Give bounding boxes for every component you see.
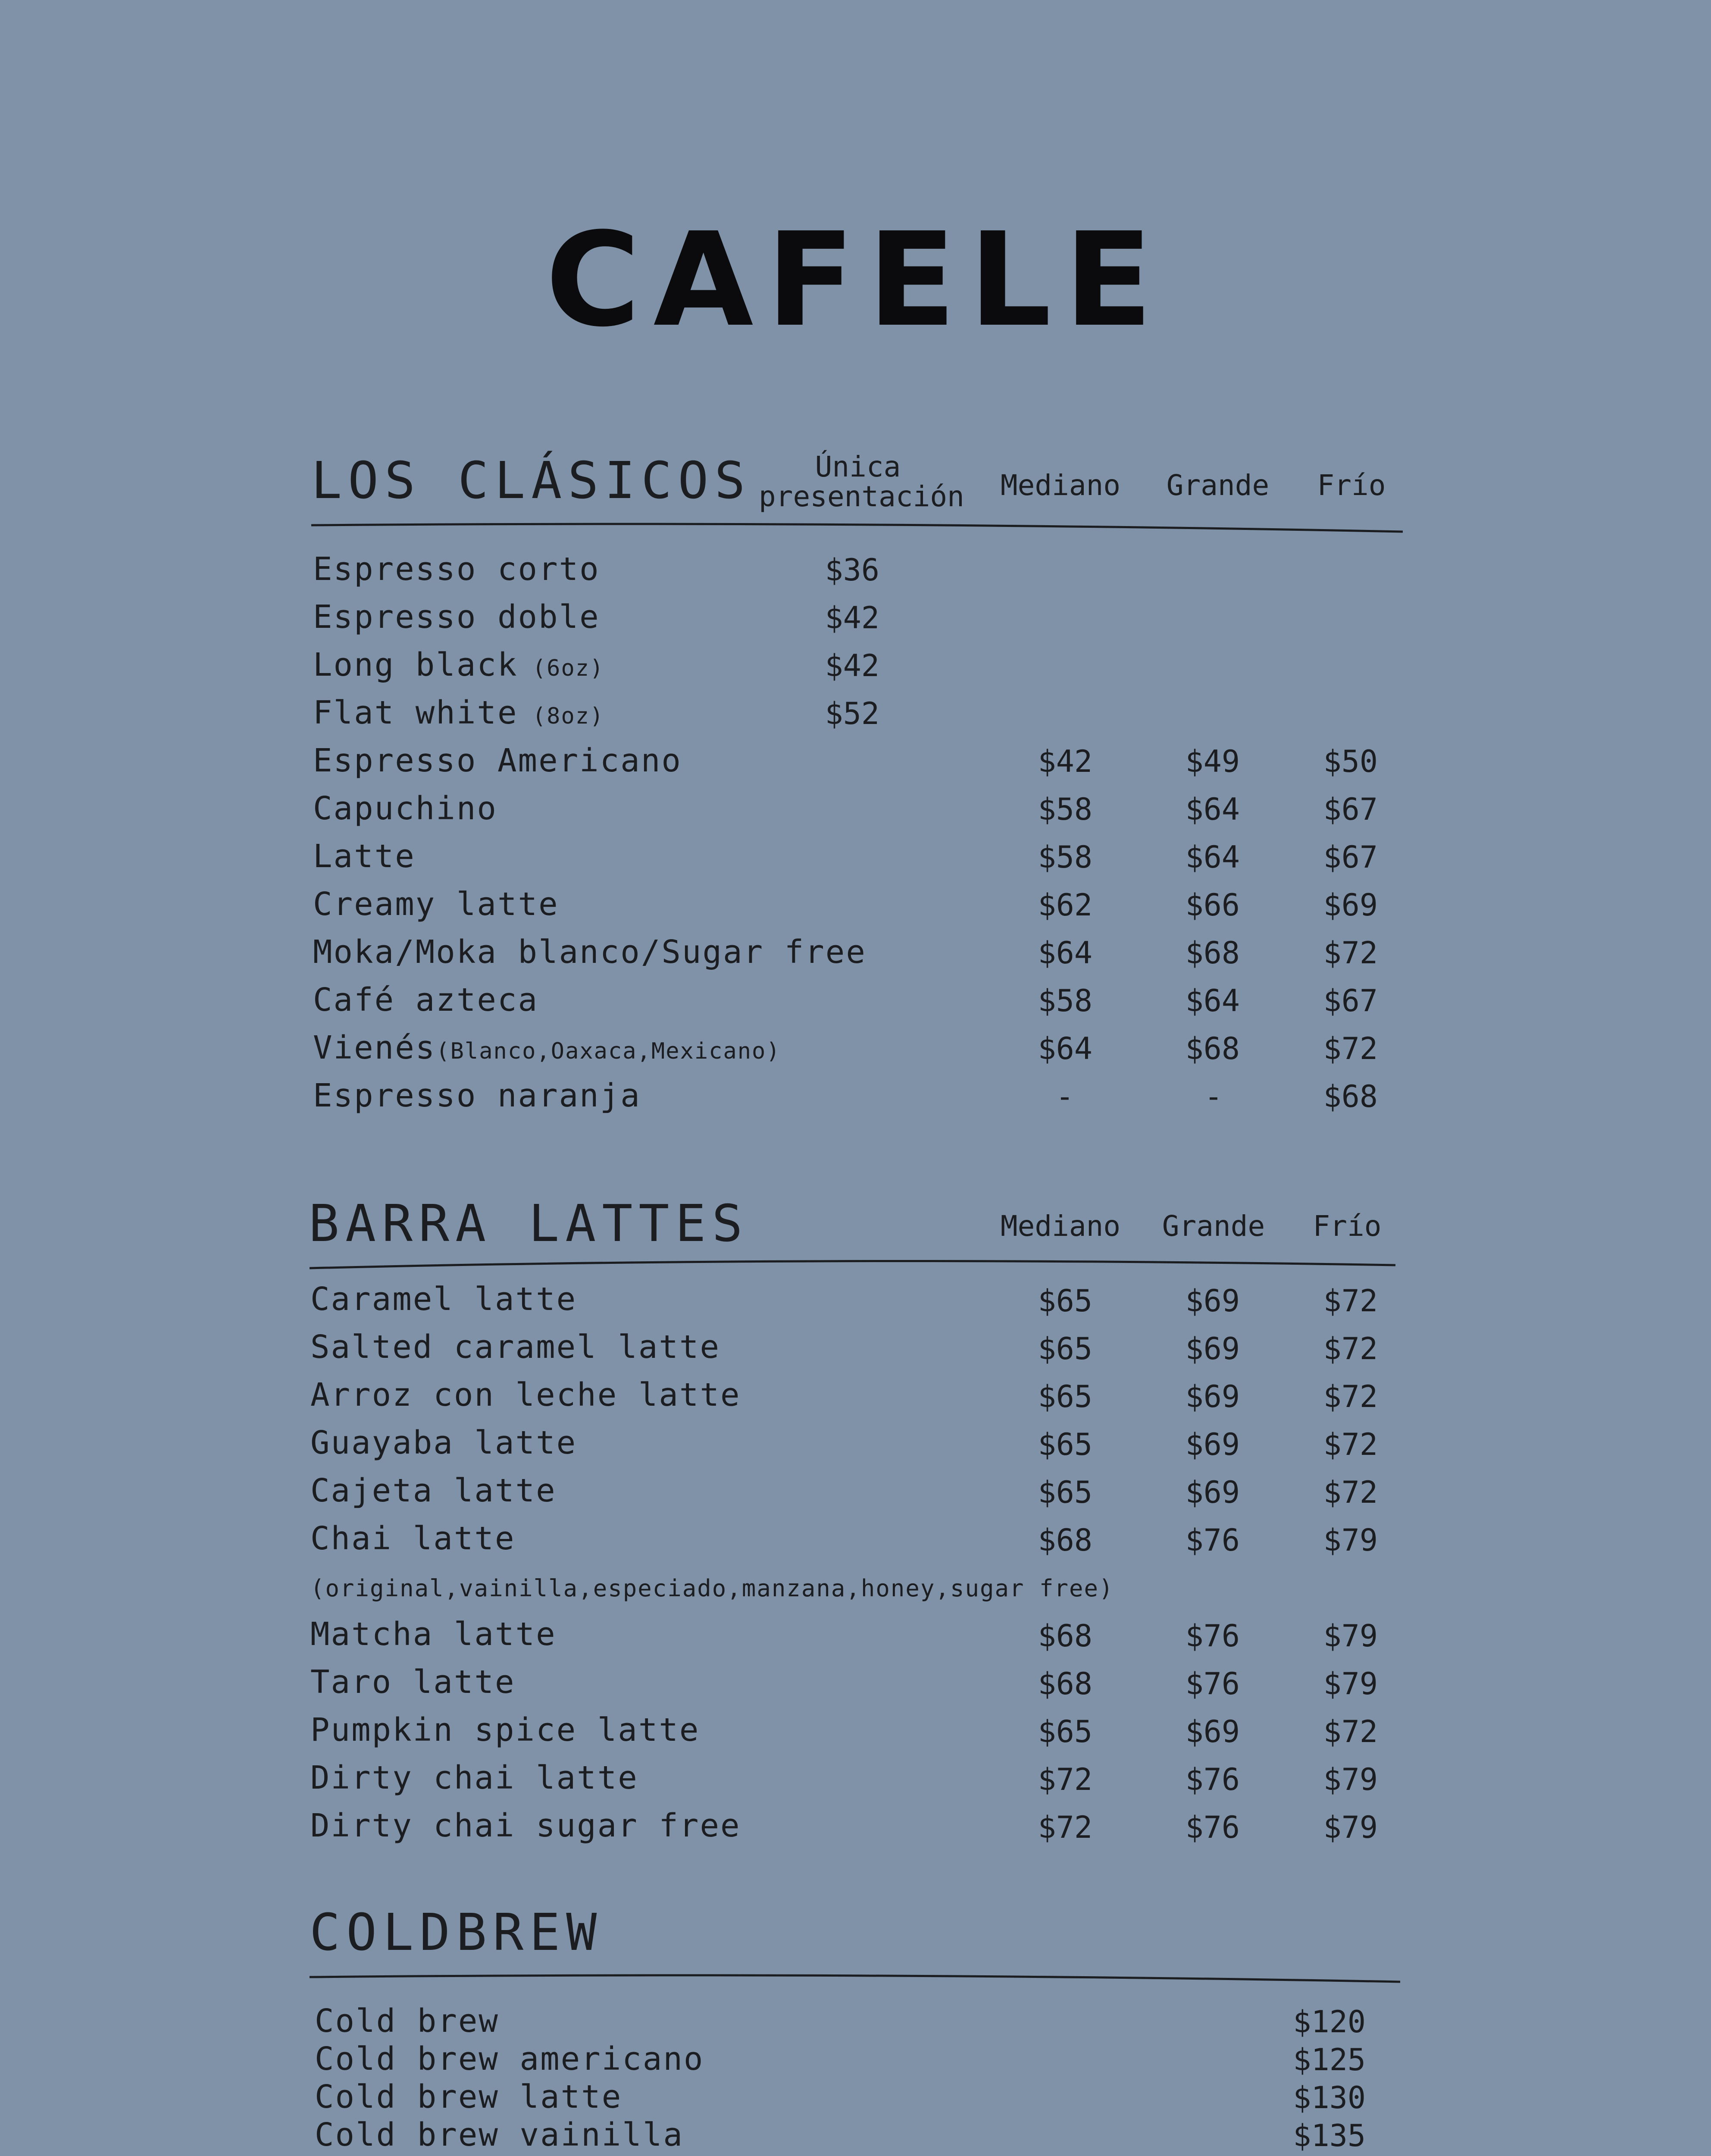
- price-frio: $79: [1323, 1618, 1378, 1654]
- price-frio: $72: [1323, 1714, 1378, 1749]
- price-frio: $72: [1323, 1331, 1378, 1366]
- item-name: Caramel latte: [310, 1281, 577, 1318]
- price-frio: $72: [1323, 1283, 1378, 1319]
- price-mediano: $65: [1038, 1714, 1092, 1749]
- price-grande: $64: [1185, 840, 1240, 875]
- item-name: [313, 838, 416, 875]
- price-frio: $67: [1323, 840, 1378, 875]
- item-name-text: Espresso doble: [313, 599, 600, 636]
- item-name: Dirty chai sugar free: [310, 1807, 741, 1844]
- price-frio: $79: [1323, 1762, 1378, 1797]
- item-name: Salted caramel latte: [310, 1329, 721, 1366]
- item-name: Chai latte: [310, 1520, 516, 1557]
- price-mediano: $64: [1038, 935, 1092, 971]
- price-frio: $67: [1323, 792, 1378, 827]
- price-mediano: $58: [1038, 840, 1092, 875]
- price-frio: $79: [1323, 1666, 1378, 1702]
- price-frio: $72: [1323, 935, 1378, 971]
- price-grande: $69: [1185, 1379, 1240, 1414]
- price-frio: $72: [1323, 1379, 1378, 1414]
- price-grande: $76: [1185, 1666, 1240, 1702]
- item-name: [313, 551, 600, 588]
- price-grande: $66: [1185, 887, 1240, 923]
- item-name-text: Capuchino: [313, 790, 497, 827]
- price-grande: $64: [1185, 792, 1240, 827]
- section-title-coldbrew: COLDBREW: [310, 1902, 603, 1962]
- price-single: $135: [1293, 2118, 1366, 2153]
- item-name-text: Espresso naranja: [313, 1077, 641, 1114]
- item-name: [313, 599, 600, 636]
- price-frio: $72: [1323, 1031, 1378, 1066]
- item-name: Taro latte: [310, 1664, 516, 1701]
- item-name-text: Espresso corto: [313, 551, 600, 588]
- price-grande: $76: [1185, 1618, 1240, 1654]
- price-frio: $68: [1323, 1079, 1378, 1114]
- brand-logo: CAFELE: [545, 205, 1166, 355]
- item-name-text: Moka/Moka blanco/Sugar free: [313, 934, 866, 971]
- item-name-text: Latte: [313, 838, 416, 875]
- price-mediano: $68: [1038, 1618, 1092, 1654]
- price-frio: $79: [1323, 1523, 1378, 1558]
- item-name: [313, 790, 497, 827]
- item-name: [313, 886, 559, 923]
- price-single: $120: [1293, 2004, 1366, 2040]
- item-name: Matcha latte: [310, 1616, 557, 1653]
- price-grande: -: [1204, 1079, 1223, 1114]
- col-head-grande: Grande: [1166, 469, 1270, 502]
- price-mediano: $72: [1038, 1810, 1092, 1845]
- price-mediano: $58: [1038, 983, 1092, 1018]
- price-grande: $69: [1185, 1283, 1240, 1319]
- price-mediano: $42: [1038, 744, 1092, 779]
- price-frio: $69: [1323, 887, 1378, 923]
- price-grande: $76: [1185, 1762, 1240, 1797]
- col-head-frio: Frío: [1317, 469, 1386, 502]
- price-frio: $50: [1323, 744, 1378, 779]
- price-mediano: $68: [1038, 1666, 1092, 1702]
- price-unica: $36: [825, 552, 879, 588]
- item-name: Dirty chai latte: [310, 1759, 638, 1796]
- price-mediano: $65: [1038, 1475, 1092, 1510]
- price-mediano: $62: [1038, 887, 1092, 923]
- item-name: [313, 646, 604, 683]
- item-name: Pumpkin spice latte: [310, 1711, 700, 1749]
- price-frio: $79: [1323, 1810, 1378, 1845]
- chai-latte-note: (original,vainilla,especiado,manzana,honey,sugar free): [310, 1575, 1114, 1602]
- item-name: [313, 981, 539, 1018]
- price-grande: $68: [1185, 1031, 1240, 1066]
- price-mediano: $58: [1038, 792, 1092, 827]
- item-name: Cajeta latte: [310, 1472, 557, 1509]
- item-name: Guayaba latte: [310, 1424, 577, 1461]
- price-mediano: $68: [1038, 1523, 1092, 1558]
- item-name-text: Creamy latte: [313, 886, 559, 923]
- price-mediano: $65: [1038, 1331, 1092, 1366]
- price-grande: $69: [1185, 1427, 1240, 1462]
- price-unica: $42: [825, 648, 879, 683]
- col-head-frio: Frío: [1313, 1210, 1382, 1243]
- barra-rule: [310, 1261, 1395, 1268]
- price-mediano: $64: [1038, 1031, 1092, 1066]
- col-head-mediano: Mediano: [1000, 469, 1121, 502]
- item-name: Cold brew vainilla: [315, 2116, 684, 2153]
- section-title-barra: BARRA LATTES: [309, 1194, 749, 1253]
- item-name-text: Flat white: [313, 694, 518, 731]
- item-name: Cold brew latte: [315, 2078, 622, 2115]
- price-unica: $52: [825, 696, 879, 731]
- item-name-text: Café azteca: [313, 981, 539, 1018]
- clasicos-rule: [311, 524, 1403, 532]
- price-grande: $68: [1185, 935, 1240, 971]
- item-name-text: Long black: [313, 646, 518, 683]
- item-name: [313, 742, 682, 779]
- item-name: [313, 934, 866, 971]
- price-single: $130: [1293, 2080, 1366, 2115]
- price-mediano: $65: [1038, 1283, 1092, 1319]
- price-unica: $42: [825, 600, 879, 636]
- item-note: (8oz): [518, 703, 604, 729]
- item-name-text: Espresso Americano: [313, 742, 682, 779]
- price-grande: $76: [1185, 1810, 1240, 1845]
- price-grande: $64: [1185, 983, 1240, 1018]
- price-grande: $69: [1185, 1331, 1240, 1366]
- item-name: Arroz con leche latte: [310, 1376, 741, 1413]
- price-frio: $72: [1323, 1427, 1378, 1462]
- price-frio: $72: [1323, 1475, 1378, 1510]
- price-mediano: $65: [1038, 1427, 1092, 1462]
- item-name: Cold brew americano: [315, 2040, 704, 2078]
- item-name: [313, 1029, 781, 1066]
- item-name: [313, 694, 604, 731]
- price-grande: $69: [1185, 1475, 1240, 1510]
- item-note: (Blanco,Oaxaca,Mexicano): [436, 1038, 781, 1064]
- price-mediano: $72: [1038, 1762, 1092, 1797]
- coldbrew-rule: [310, 1975, 1400, 1982]
- price-mediano: $65: [1038, 1379, 1092, 1414]
- item-note: (6oz): [518, 655, 604, 681]
- item-name: [313, 1077, 641, 1114]
- price-grande: $69: [1185, 1714, 1240, 1749]
- price-mediano: -: [1055, 1079, 1074, 1114]
- col-head-unica: Única presentación: [759, 450, 964, 514]
- item-name: Cold brew: [315, 2002, 499, 2040]
- price-grande: $49: [1185, 744, 1240, 779]
- item-name-text: Vienés: [313, 1029, 436, 1066]
- price-frio: $67: [1323, 983, 1378, 1018]
- section-title-clasicos: LOS CLÁSICOS: [311, 451, 751, 510]
- price-grande: $76: [1185, 1523, 1240, 1558]
- price-single: $125: [1293, 2042, 1366, 2078]
- col-head-grande: Grande: [1162, 1210, 1265, 1243]
- col-head-mediano: Mediano: [1000, 1210, 1121, 1243]
